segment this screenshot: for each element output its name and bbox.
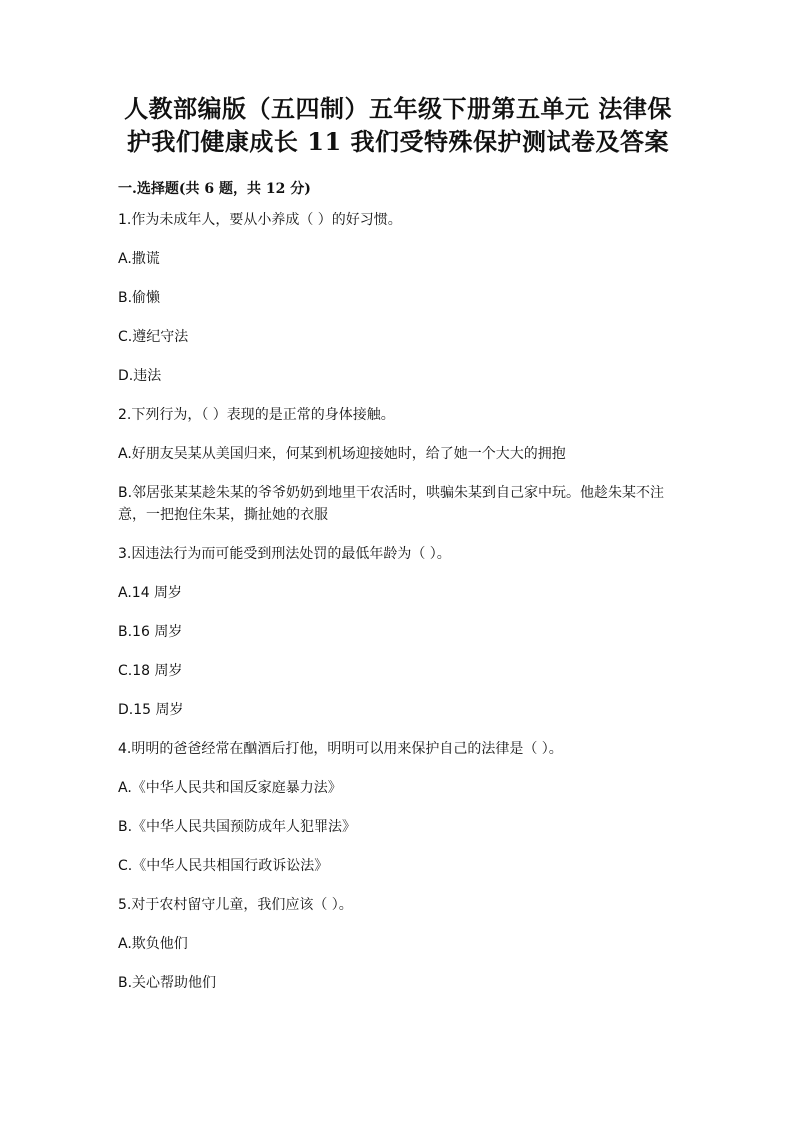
- question-stem: 5.对于农村留守儿童，我们应该（ ）。: [118, 897, 353, 913]
- option-a: A.撒谎: [118, 251, 160, 267]
- section-header: 一.选择题(共 6 题，共 12 分): [118, 181, 311, 197]
- question-list: [118, 209, 676, 994]
- option-a: A.14 周岁: [118, 585, 183, 601]
- option-b: B.16 周岁: [118, 624, 183, 640]
- option-a: A.好朋友吴某从美国归来，何某到机场迎接她时，给了她一个大大的拥抱: [118, 446, 566, 462]
- option-c: C.遵纪守法: [118, 329, 189, 345]
- question-2: [118, 404, 676, 526]
- document-title: [118, 92, 678, 158]
- question-1: [118, 209, 676, 387]
- option-b: B.关心帮助他们: [118, 975, 217, 991]
- option-b: B.邻居张某某趁朱某的爷爷奶奶到地里干农活时，哄骗朱某到自己家中玩。他趁朱某不注意，一把抱住朱某，撕扯她的衣服: [118, 485, 665, 523]
- question-3: [118, 543, 676, 721]
- question-stem: 4.明明的爸爸经常在酗酒后打他，明明可以用来保护自己的法律是（ ）。: [118, 741, 563, 757]
- option-d: D.违法: [118, 368, 162, 384]
- question-5: [118, 894, 676, 994]
- option-a: A.欺负他们: [118, 936, 188, 952]
- question-stem: 3.因违法行为而可能受到刑法处罚的最低年龄为（ ）。: [118, 546, 451, 562]
- option-b: B.《中华人民共国预防成年人犯罪法》: [118, 819, 357, 835]
- option-b: B.偷懒: [118, 290, 161, 306]
- option-a: A.《中华人民共和国反家庭暴力法》: [118, 780, 342, 796]
- option-c: C.《中华人民共相国行政诉讼法》: [118, 858, 329, 874]
- title-line-1: 人教部编版（五四制）五年级下册第五单元 法律保: [124, 94, 672, 123]
- option-c: C.18 周岁: [118, 663, 183, 679]
- question-stem: 1.作为未成年人，要从小养成（ ）的好习惯。: [118, 212, 402, 228]
- title-line-2: 护我们健康成长 11 我们受特殊保护测试卷及答案: [126, 127, 670, 156]
- option-d: D.15 周岁: [118, 702, 184, 718]
- question-4: [118, 738, 676, 877]
- question-stem: 2.下列行为，（ ）表现的是正常的身体接触。: [118, 407, 395, 423]
